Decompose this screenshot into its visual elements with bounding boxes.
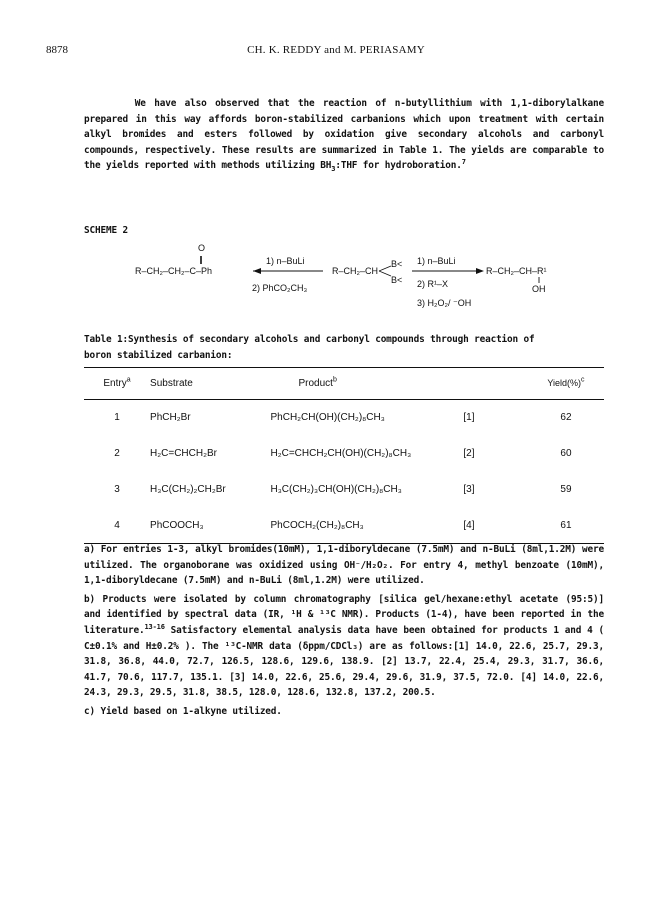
center-compound: R–CH₂–CH xyxy=(332,266,379,276)
intro-text-2: :THF for hydroboration. xyxy=(335,160,462,172)
row-yield: 61 xyxy=(560,519,572,531)
row-product: H₂C=CHCH₂CH(OH)(CH₂)₈CH₃ xyxy=(270,448,412,459)
row-ref: [2] xyxy=(463,448,475,459)
row-yield: 60 xyxy=(560,448,572,459)
row-ref: [3] xyxy=(463,484,475,495)
table-caption-line-1: Table 1:Synthesis of secondary alcohols and carbonyl compounds through reaction of xyxy=(84,334,535,345)
running-header-authors: CH. K. REDDY and M. PERIASAMY xyxy=(247,44,425,56)
table-caption-line-2: boron stabilized carbanion: xyxy=(84,349,233,361)
results-table xyxy=(84,367,604,544)
header-entry: Entry$^a$ xyxy=(103,376,131,389)
header-yield: Yield(%)$^c$ xyxy=(547,376,585,388)
row-entry: 4 xyxy=(114,519,120,531)
header-product: Product$^b$ xyxy=(298,376,337,389)
reagent-right-3: 3) H₂O₂/ ⁻OH xyxy=(417,298,472,308)
left-product: R–CH₂–CH₂–C–Ph xyxy=(135,266,213,276)
center-boryl-bottom: B< xyxy=(391,275,403,285)
row-yield: 62 xyxy=(560,412,572,424)
intro-paragraph xyxy=(84,96,604,174)
row-ref: [1] xyxy=(463,412,475,424)
footnote-a: a) For entries 1-3, alkyl bromides(10mM), 1,1-diboryldecane (7.5mM) and n-BuLi (8ml,1.2M) were utilized. The organoborane was oxidized using OH⁻/H₂O₂. For entry 4, methyl benzoate (10mM), 1,1-diboryldecane (7.5mM) and n-BuLi (8ml,1.2M) were utilized. xyxy=(84,544,604,587)
table-row xyxy=(84,472,604,508)
row-entry: 3 xyxy=(114,484,120,495)
center-bond-down xyxy=(379,271,391,276)
right-arrowhead xyxy=(476,268,484,274)
row-substrate: PhCH₂Br xyxy=(150,412,191,424)
scheme-label: SCHEME 2 xyxy=(84,225,128,236)
right-product: R–CH₂–CH–R¹ xyxy=(486,266,547,276)
row-product: H₃C(CH₂)₃CH(OH)(CH₂)₈CH₃ xyxy=(270,484,402,495)
table-row xyxy=(84,400,604,436)
left-arrowhead xyxy=(253,268,261,274)
row-substrate: H₃C(CH₂)₂CH₂Br xyxy=(150,484,226,495)
row-product: PhCH₂CH(OH)(CH₂)₈CH₃ xyxy=(270,412,385,424)
footnote-c: c) Yield based on 1-alkyne utilized. xyxy=(84,705,282,717)
center-boryl-top: B< xyxy=(391,259,403,269)
intro-ref: 7 xyxy=(461,158,466,167)
intro-text-1: We have also observed that the reaction of n-butyllithium with 1,1-diborylalkane prepared in this way affords boron-stabilized carbanions which upon treatment with certain alkyl bromides and esters followed by oxidation give secondary alcohols and carbonyl compounds, respectively. These results are summarized in Table 1. The yields are comparable to the yields reported with methods utilizing BH xyxy=(84,98,604,172)
center-bond-up xyxy=(379,266,391,271)
right-product-oh: OH xyxy=(532,284,546,294)
reagent-right-1: 1) n–BuLi xyxy=(417,256,456,266)
reagent-left-1: 1) n–BuLi xyxy=(266,256,305,266)
table-row xyxy=(84,436,604,472)
row-substrate: H₂C=CHCH₂Br xyxy=(150,448,217,459)
bh3-subscript: 3 xyxy=(331,165,336,174)
reaction-scheme xyxy=(120,240,590,325)
footnote-b: b) Products were isolated by column chromatography [silica gel/hexane:ethyl acetate (95:5)] and identified by spectral data (IR, ¹H & ¹³C NMR). Products (1-4), have been reported in the literature.$^{13-16}$ Satisfactory elemental analysis data have been obtained for products 1 and 4 ( C±0.1% and H±0.2% ). The ¹³C-NMR data (δppm/CDCl₃) are as follows:[1] 14.0, 22.6, 25.7, 29.3, 31.8, 36.8, 44.0, 72.7, 126.5, 128.6, 129.6, 138.9. [2] 13.7, 22.4, 25.4, 29.3, 31.7, 36.6, 41.7, 70.6, 117.7, 135.1. [3] 14.0, 22.6, 25.6, 29.4, 29.6, 31.9, 37.5, 72.0. [4] 14.0, 22.6, 24.3, 29.3, 29.5, 31.8, 38.5, 128.0, 128.6, 132.8, 137.2, 200.5. xyxy=(84,593,604,699)
table-footnotes xyxy=(84,542,604,723)
reagent-left-2: 2) PhCO₂CH₃ xyxy=(252,283,308,293)
table-caption xyxy=(84,332,604,363)
row-product: PhCOCH₂(CH₂)₈CH₃ xyxy=(270,519,364,531)
table-row xyxy=(84,508,604,544)
header-substrate: Substrate xyxy=(150,378,193,389)
table-header-row xyxy=(84,368,604,400)
row-ref: [4] xyxy=(463,519,475,531)
row-yield: 59 xyxy=(560,484,572,495)
reagent-right-2: 2) R¹–X xyxy=(417,279,449,289)
row-entry: 2 xyxy=(114,448,120,459)
left-product-oxygen: O xyxy=(198,243,206,253)
header-ref xyxy=(463,368,528,400)
row-substrate: PhCOOCH₃ xyxy=(150,519,204,531)
row-entry: 1 xyxy=(114,412,120,424)
page-number: 8878 xyxy=(46,44,68,56)
